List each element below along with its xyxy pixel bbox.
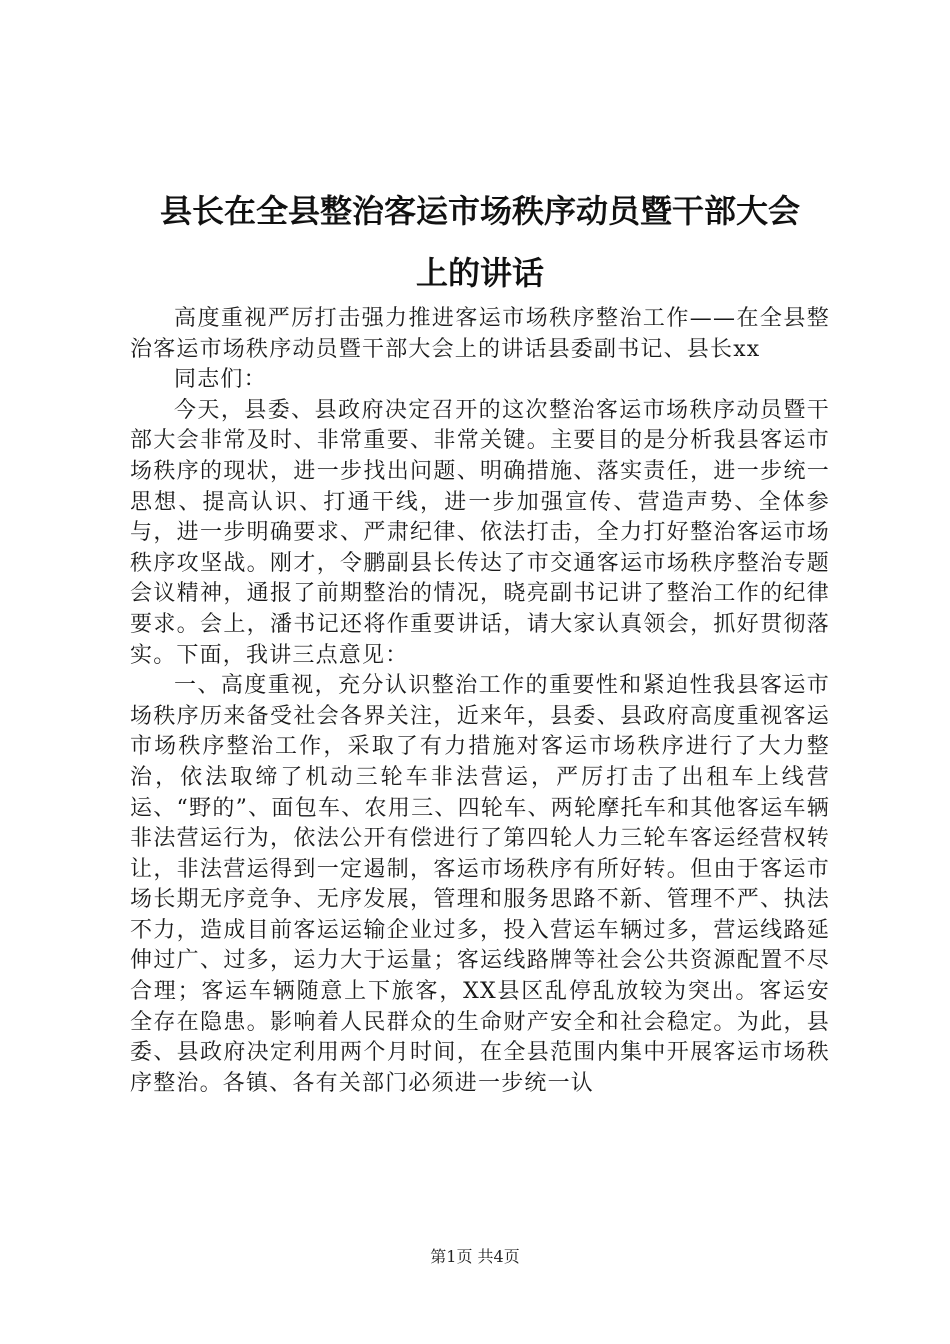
body-paragraph-section-one: 一、高度重视，充分认识整治工作的重要性和紧迫性我县客运市场秩序历来备受社会各界关注，近来年，县委、县政府高度重视客运市场秩序整治工作，采取了有力措施对客运市场秩序进行了大力整治，依法取缔了机动三轮车非法营运，严厉打击了出租车上线营运、“野的”、面包车、农用三、四轮车、两轮摩托车和其他客运车辆非法营运行为，依法公开有偿进行了第四轮人力三轮车客运经营权转让，非法营运得到一定遏制，客运市场秩序有所好转。但由于客运市场长期无序竞争、无序发展，管理和服务思路不新、管理不严、执法不力，造成目前客运运输企业过多，投入营运车辆过多，营运线路延伸过广、过多，运力大于运量；客运线路牌等社会公共资源配置不尽合理；客运车辆随意上下旅客，XX县区乱停乱放较为突出。客运安全存在隐患。影响着人民群众的生命财产安全和社会稳定。为此，县委、县政府决定利用两个月时间，在全县范围内集中开展客运市场秩序整治。各镇、各有关部门必须进一步统一认 <box>130 673 830 1096</box>
body-paragraph-intro: 今天，县委、县政府决定召开的这次整治客运市场秩序动员暨干部大会非常及时、非常重要、非常关键。主要目的是分析我县客运市场秩序的现状，进一步找出问题、明确措施、落实责任，进一步统一思想、提高认识、打通干线，进一步加强宣传、营造声势、全体参与，进一步明确要求、严肃纪律、依法打击，全力打好整治客运市场秩序攻坚战。刚才，令鹏副县长传达了市交通客运市场秩序整治专题会议精神，通报了前期整治的情况，晓亮副书记讲了整治工作的纪律要求。会上，潘书记还将作重要讲话，请大家认真领会，抓好贯彻落实。下面，我讲三点意见： <box>130 397 830 668</box>
body-paragraph-heading: 高度重视严厉打击强力推进客运市场秩序整治工作——在全县整治客运市场秩序动员暨干部大会上的讲话县委副书记、县长xx <box>130 306 830 362</box>
body-paragraph-salutation: 同志们： <box>174 367 267 393</box>
document-body <box>130 304 830 1099</box>
page-footer: 第1页 共4页 <box>430 1247 520 1266</box>
document-title: 县长在全县整治客运市场秩序动员暨干部大会 上的讲话 <box>159 192 800 292</box>
document-page <box>130 180 830 1099</box>
